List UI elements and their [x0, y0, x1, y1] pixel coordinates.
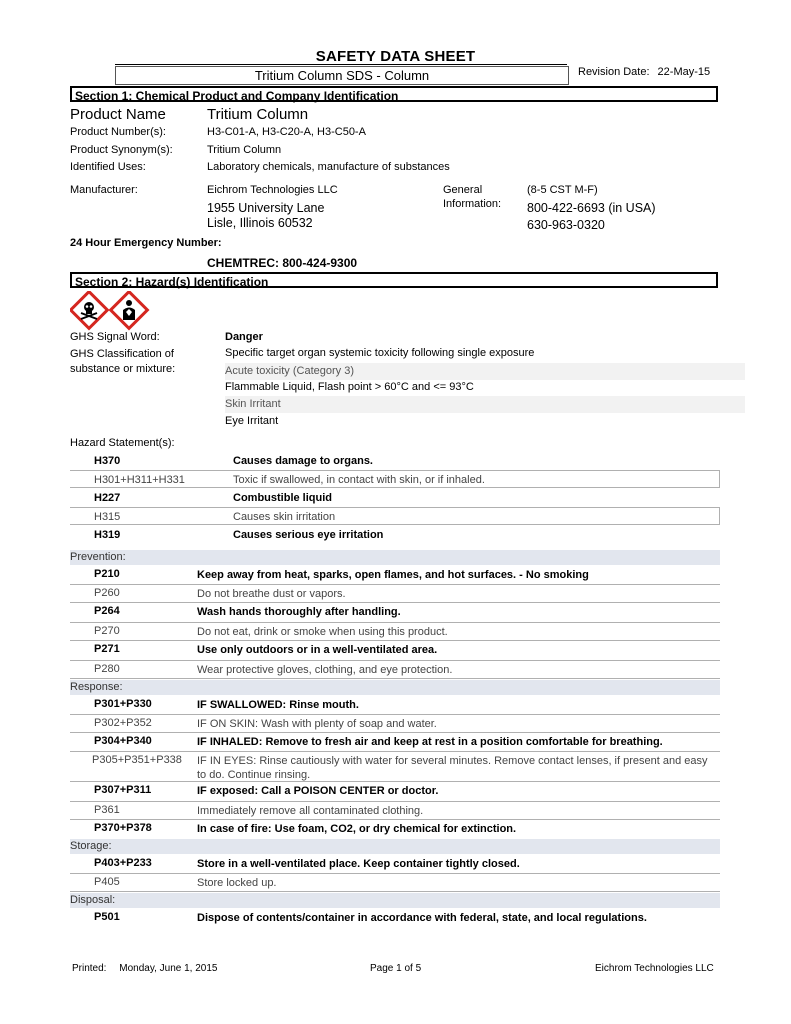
statement-code: P405 — [94, 876, 120, 888]
general-label-2: Information: — [443, 198, 502, 210]
statement-code: P264 — [94, 605, 120, 617]
hazard-statement-row — [70, 470, 720, 488]
classification-item: Skin Irritant — [225, 396, 745, 413]
printed-label: Printed: — [72, 963, 107, 974]
general-phone-1: 800-422-6693 (in USA) — [527, 201, 656, 215]
statement-code: P210 — [94, 568, 120, 580]
revision-label: Revision Date: — [578, 66, 650, 78]
statement-text: Wear protective gloves, clothing, and eye protection. — [197, 664, 453, 676]
statement-text: Store locked up. — [197, 877, 277, 889]
statement-text: Store in a well-ventilated place. Keep container tightly closed. — [197, 858, 520, 870]
statement-text: Keep away from heat, sparks, open flames, and hot surfaces. - No smoking — [197, 569, 589, 581]
product-numbers-label: Product Number(s): — [70, 126, 166, 138]
classification-label-2: substance or mixture: — [70, 363, 176, 375]
hazard-code: H370 — [94, 455, 121, 467]
prevention-row — [70, 622, 720, 641]
classification-label-1: GHS Classification of — [70, 348, 174, 360]
emergency-number: CHEMTREC: 800-424-9300 — [207, 256, 358, 270]
statement-code: P403+P233 — [94, 857, 152, 869]
hazard-code: H315 — [94, 511, 121, 523]
hazard-code: H319 — [94, 529, 121, 541]
general-phone-2: 630-963-0320 — [527, 218, 605, 232]
prevention-heading: Prevention: — [70, 550, 720, 565]
skull-crossbones-icon — [71, 292, 108, 329]
footer-printed — [72, 963, 217, 974]
synonyms-value: Tritium Column — [207, 144, 282, 156]
statement-text: In case of fire: Use foam, CO2, or dry chemical for extinction. — [197, 823, 517, 835]
section-1-heading: Section 1: Chemical Product and Company Identification — [70, 86, 718, 102]
disposal-row — [70, 909, 720, 928]
statement-text: Immediately remove all contaminated clothing. — [197, 805, 424, 817]
product-name-label: Product Name — [70, 106, 166, 123]
uses-value: Laboratory chemicals, manufacture of substances — [207, 161, 450, 173]
document-subtitle: Tritium Column SDS - Column — [115, 66, 569, 85]
statement-code: P361 — [94, 804, 120, 816]
statement-text: Do not eat, drink or smoke when using this product. — [197, 626, 448, 638]
footer-company: Eichrom Technologies LLC — [595, 963, 714, 974]
hazard-statement-row — [70, 452, 720, 470]
hazard-statement-row — [70, 489, 720, 507]
hazard-text: Causes skin irritation — [233, 511, 336, 523]
uses-label: Identified Uses: — [70, 161, 146, 173]
statement-code: P271 — [94, 643, 120, 655]
manufacturer-label: Manufacturer: — [70, 184, 138, 196]
disposal-heading: Disposal: — [70, 893, 720, 908]
response-row — [70, 801, 720, 820]
general-hours: (8-5 CST M-F) — [527, 184, 598, 196]
statement-text: Do not breathe dust or vapors. — [197, 588, 346, 600]
revision-date — [578, 66, 710, 78]
prevention-row — [70, 584, 720, 603]
general-label-1: General — [443, 184, 483, 196]
statement-code: P305+P351+P338 — [92, 754, 182, 766]
hazard-text: Causes damage to organs. — [233, 455, 373, 467]
statement-text: IF SWALLOWED: Rinse mouth. — [197, 699, 359, 711]
statement-text: IF ON SKIN: Wash with plenty of soap and water. — [197, 718, 437, 730]
storage-row — [70, 855, 720, 874]
response-row — [70, 820, 720, 839]
title-rule — [115, 64, 567, 65]
statement-text: Wash hands thoroughly after handling. — [197, 606, 401, 618]
statement-code: P307+P311 — [94, 784, 152, 796]
storage-row — [70, 873, 720, 892]
health-hazard-icon — [111, 292, 148, 329]
statement-code: P304+P340 — [94, 735, 152, 747]
hazard-statement-row — [70, 526, 720, 544]
classification-item: Acute toxicity (Category 3) — [225, 363, 745, 380]
prevention-row — [70, 660, 720, 679]
ghs-pictograms — [70, 291, 150, 331]
page-number: Page 1 of 5 — [370, 963, 422, 974]
statement-code: P280 — [94, 663, 120, 675]
classification-item: Flammable Liquid, Flash point > 60°C and <= 93°C — [225, 381, 474, 393]
prevention-row — [70, 566, 720, 585]
signal-word-value: Danger — [225, 331, 263, 343]
statement-text: IF exposed: Call a POISON CENTER or doctor. — [197, 785, 439, 797]
hazard-text: Toxic if swallowed, in contact with skin, or if inhaled. — [233, 474, 485, 486]
hazard-statements-label: Hazard Statement(s): — [70, 437, 175, 449]
signal-word-label: GHS Signal Word: — [70, 331, 160, 343]
statement-code: P370+P378 — [94, 822, 152, 834]
hazard-code: H227 — [94, 492, 121, 504]
hazard-text: Combustible liquid — [233, 492, 332, 504]
statement-code: P302+P352 — [94, 717, 152, 729]
revision-value: 22-May-15 — [657, 66, 711, 78]
response-row — [70, 696, 720, 715]
prevention-row — [70, 641, 720, 660]
hazard-statement-row — [70, 507, 720, 525]
statement-code: P301+P330 — [94, 698, 152, 710]
response-row — [70, 714, 720, 733]
manufacturer-name: Eichrom Technologies LLC — [207, 184, 338, 196]
statement-text: IF INHALED: Remove to fresh air and keep at rest in a position comfortable for breathing. — [197, 736, 663, 748]
response-row — [70, 733, 720, 752]
statement-text: Use only outdoors or in a well-ventilated area. — [197, 644, 438, 656]
synonyms-label: Product Synonym(s): — [70, 144, 173, 156]
hazard-text: Causes serious eye irritation — [233, 529, 384, 541]
manufacturer-street: 1955 University Lane — [207, 201, 325, 215]
section-2-heading: Section 2: Hazard(s) Identification — [70, 272, 718, 288]
product-numbers-value: H3-C01-A, H3-C20-A, H3-C50-A — [207, 126, 366, 138]
response-heading: Response: — [70, 680, 720, 695]
statement-text: Dispose of contents/container in accordance with federal, state, and local regulations. — [197, 912, 647, 924]
statement-code: P501 — [94, 911, 120, 923]
emergency-label: 24 Hour Emergency Number: — [70, 237, 222, 249]
printed-date: Monday, June 1, 2015 — [119, 963, 218, 974]
response-row — [70, 751, 720, 782]
response-row — [70, 782, 720, 801]
product-name-value: Tritium Column — [207, 106, 309, 123]
statement-code: P270 — [94, 625, 120, 637]
classification-item: Eye Irritant — [225, 415, 279, 427]
storage-heading: Storage: — [70, 839, 720, 854]
classification-item: Specific target organ systemic toxicity following single exposure — [225, 347, 535, 359]
manufacturer-city: Lisle, Illinois 60532 — [207, 216, 313, 230]
document-title: SAFETY DATA SHEET — [315, 48, 476, 65]
statement-text: IF IN EYES: Rinse cautiously with water for several minutes. Remove contact lenses, if present and easy to do. Continue rinsing. — [197, 755, 708, 781]
statement-code: P260 — [94, 587, 120, 599]
prevention-row — [70, 603, 720, 622]
hazard-code: H301+H311+H331 — [94, 474, 185, 486]
